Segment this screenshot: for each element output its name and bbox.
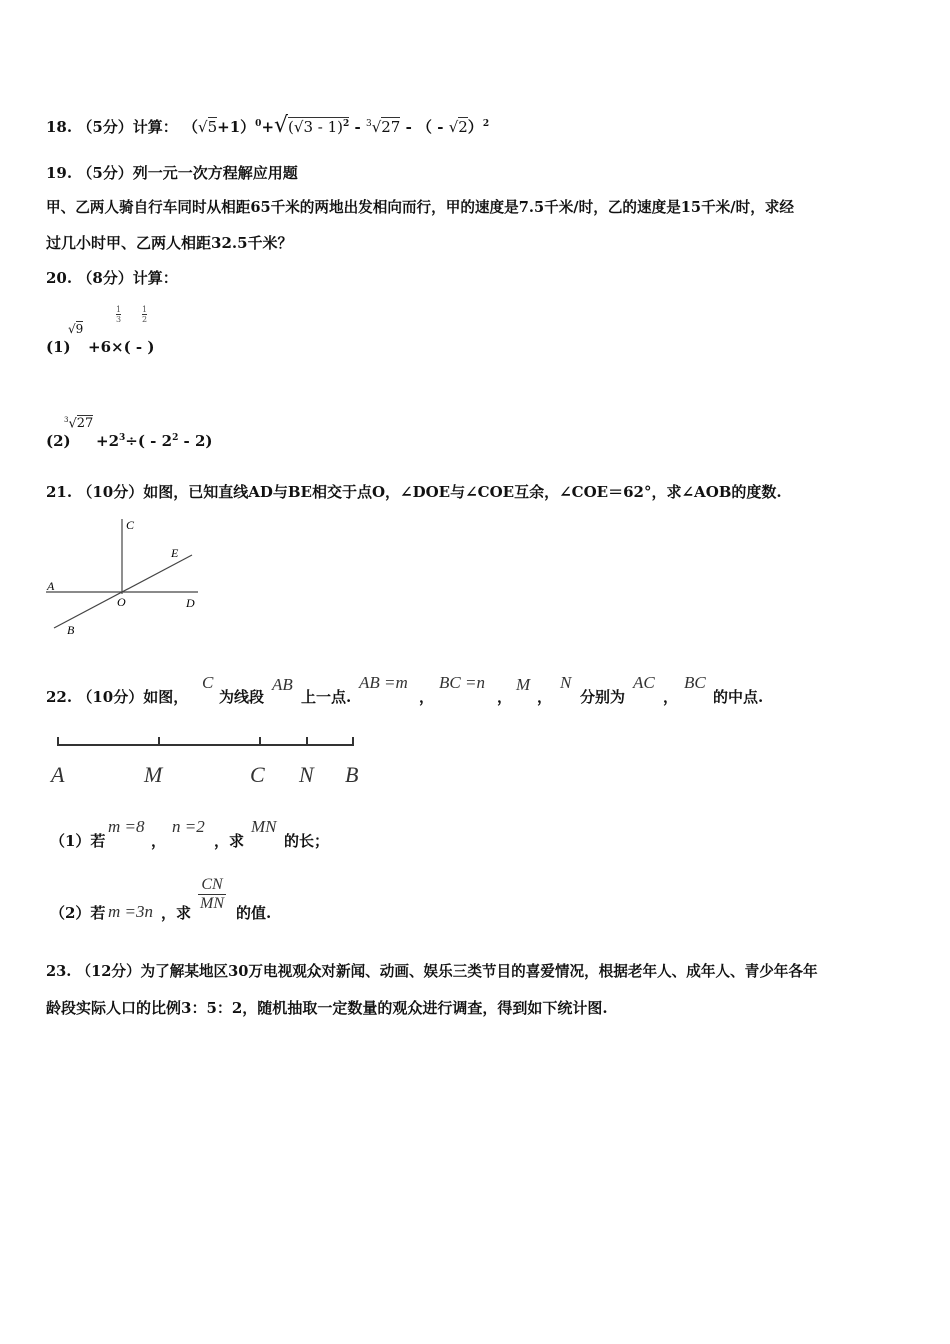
q22-sub1-n2: n =2: [172, 817, 205, 836]
q20-p1-close: ): [147, 338, 155, 356]
q22-var-c: C: [202, 673, 214, 692]
q22-frac-num: CN: [198, 876, 226, 895]
q20-part2: [46, 432, 71, 450]
q22-sub1-m8: m =8: [108, 817, 145, 836]
q20-p2-exp3: 3: [119, 433, 126, 443]
q22-var-m: M: [516, 675, 531, 694]
q18-paren2-close: ）: [467, 118, 483, 136]
q20-p2-rest1: +2: [96, 432, 120, 450]
q18-inner-open: (: [288, 118, 294, 136]
q22-frac-den: MN: [200, 895, 224, 912]
q22-sub1-comma: ，: [151, 832, 167, 850]
q18-sqrt2: 2: [458, 118, 468, 136]
cbrt-symbol: √: [68, 416, 77, 432]
q18-cbrt-val: 27: [381, 118, 401, 136]
q20-p1-frac1: [116, 305, 121, 324]
q20-p1-frac1-num: 1: [116, 305, 122, 314]
q18-paren2: （ -: [417, 118, 449, 136]
label-e: E: [171, 546, 179, 560]
seg-label-b: B: [345, 762, 359, 787]
q20-p2-rest3: - 2): [178, 432, 213, 450]
q23-line1: 23. （12分）为了解某地区30万电视观众对新闻、动画、娱乐三类节目的喜爱情况，根据老年人、成年人、青少年各年: [46, 963, 818, 980]
q22-sub1-end: 的长；: [284, 832, 330, 850]
q19-heading: 19. （5分）列一元一次方程解应用题: [46, 164, 298, 182]
q22-t4: 的中点.: [713, 688, 764, 706]
q18-paren-open: （: [183, 118, 199, 136]
label-o: O: [117, 595, 126, 609]
q20-p1-minus: -: [130, 338, 148, 356]
q18-radicand: [288, 117, 349, 136]
q22-sub2-fraction: [198, 876, 226, 913]
q22-eq-bcn: BC =n: [439, 673, 485, 692]
q20-p2-exp2: 2: [172, 433, 179, 443]
q21-diagram: [40, 512, 220, 642]
q18-exp0: 0: [255, 119, 262, 129]
q20-p2-expr: [96, 432, 213, 450]
q20-p1-frac2-den: 2: [142, 315, 148, 324]
seg-label-c: C: [250, 762, 265, 787]
seg-label-m: M: [144, 762, 163, 787]
q22-segment-diagram: [44, 732, 374, 792]
q22-t3: 分别为: [580, 688, 626, 706]
q22-score: （10分）如图，: [77, 688, 189, 706]
q22-comma4: ，: [663, 688, 679, 706]
q20-p2-index: 3: [64, 416, 69, 424]
label-b: B: [67, 623, 75, 637]
q20-part1: [46, 338, 71, 356]
q22-comma3: ，: [537, 688, 553, 706]
cbrt-symbol: √: [371, 118, 382, 136]
q22-sub1-mn: MN: [251, 817, 277, 836]
q22-sub2-end: 的值.: [236, 904, 272, 922]
seg-label-a: A: [51, 762, 65, 787]
sqrt-symbol: √: [293, 118, 304, 136]
seg-label-n: N: [299, 762, 314, 787]
label-c: C: [126, 518, 135, 532]
q22-number: 22.: [46, 688, 73, 706]
q20-p2-cbrt: [64, 416, 93, 431]
q18-cbrt-index: 3: [365, 119, 372, 129]
q18-score: （5分）计算：: [77, 118, 178, 136]
q20-p2-val: 27: [76, 416, 94, 432]
q22-sub2-pre: （2）若: [50, 904, 106, 922]
q18-inner-rest: - 1): [313, 118, 344, 136]
q22-sub1-q: ，求: [214, 832, 245, 850]
q18-plus1: +1）: [217, 118, 256, 136]
q18-plus: +: [261, 118, 275, 136]
q21-text: 21. （10分）如图，已知直线AD与BE相交于点O，∠DOE与∠COE互余，∠COE＝62°，求∠AOB的度数.: [46, 483, 782, 501]
label-a: A: [47, 579, 55, 593]
q19-line1: 甲、乙两人骑自行车同时从相距65千米的两地出发相向而行，甲的速度是7.5千米/时，乙的速度是15千米/时，求经: [46, 199, 794, 216]
q20-p2-label: (2): [46, 432, 71, 450]
q22-t1: 为线段: [219, 688, 265, 706]
label-d: D: [186, 596, 195, 610]
q20-p2-rest2: ÷( - 2: [125, 432, 173, 450]
q23-line2: 龄段实际人口的比例3：5：2，随机抽取一定数量的观众进行调查，得到如下统计图.: [46, 999, 608, 1017]
q18-sqrt5: 5: [207, 118, 218, 136]
sqrt-symbol: √: [274, 113, 289, 138]
sqrt-symbol: √: [68, 322, 76, 336]
q19-line2: 过几小时甲、乙两人相距32.5千米？: [46, 234, 293, 252]
q18-minus1: -: [349, 118, 366, 136]
q20-p1-sqrt: [68, 322, 83, 336]
q22-t2: 上一点.: [301, 688, 352, 706]
q20-p1-label: (1): [46, 338, 71, 356]
q20-p1-mid: [88, 338, 154, 356]
q20-p1-mid-text: +6×(: [88, 338, 131, 356]
q20-p1-sqrt-val: 9: [75, 322, 84, 336]
q22-sub1-pre: （1）若: [50, 832, 106, 850]
q18-exp2: 2: [343, 119, 350, 129]
q22-eq-abm: AB =m: [359, 673, 408, 692]
q18-sqrt3: 3: [303, 118, 314, 136]
q20-p1-frac2: [142, 305, 147, 324]
q22-comma2: ，: [497, 688, 513, 706]
sqrt-symbol: √: [198, 118, 208, 136]
q18-number: 18.: [46, 118, 73, 136]
q20-heading: 20. （8分）计算：: [46, 269, 178, 287]
q22-sub2-q: ，求: [161, 904, 192, 922]
q22-line: [46, 686, 188, 707]
q22-var-bc: BC: [684, 673, 706, 692]
q22-var-ab: AB: [272, 675, 293, 694]
sqrt-symbol: √: [448, 118, 459, 136]
q18-exp2b: 2: [482, 119, 490, 129]
q20-p1-frac2-num: 1: [142, 305, 148, 314]
q22-sub2-m3n: m =3n: [108, 902, 153, 921]
q22-var-ac: AC: [633, 673, 655, 692]
q20-p1-frac1-den: 3: [116, 315, 122, 324]
q18-line: [46, 113, 489, 138]
q22-comma1: ，: [419, 688, 435, 706]
q22-var-n: N: [560, 673, 572, 692]
q18-minus2: -: [400, 118, 418, 136]
